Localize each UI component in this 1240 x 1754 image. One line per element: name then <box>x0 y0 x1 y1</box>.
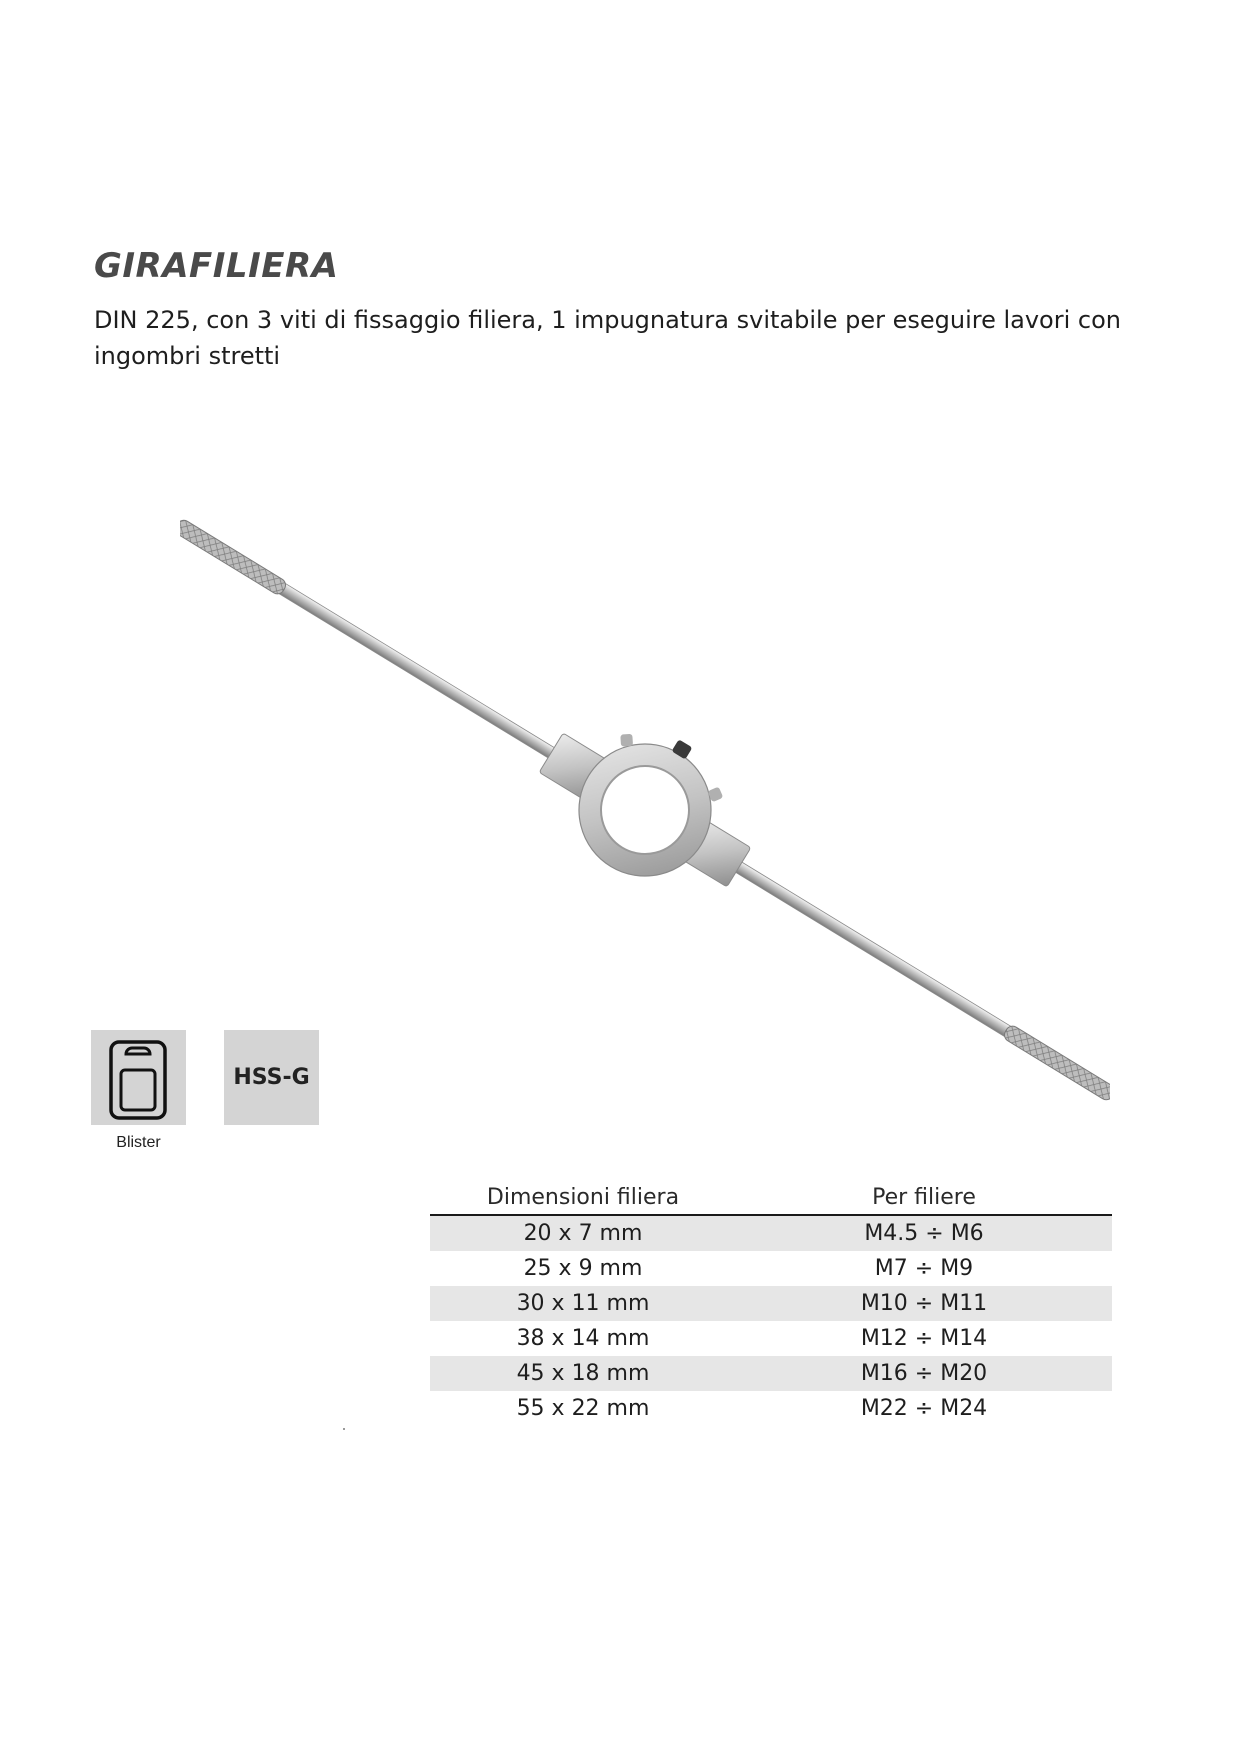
header-die-dimensions: Dimensioni filiera <box>486 1184 680 1210</box>
product-description <box>94 302 1124 374</box>
material-label: HSS-G <box>233 1065 310 1090</box>
description-line-1: DIN 225, con 3 viti di fissaggio filiera, 1 impugnatura svitabile per eseguire lavori con <box>94 306 1121 334</box>
stray-dot <box>343 1428 345 1430</box>
cell-thread-range: M12 ÷ M14 <box>860 1326 988 1351</box>
cell-thread-range: M7 ÷ M9 <box>874 1256 974 1281</box>
table-row <box>430 1216 1112 1251</box>
cell-thread-range: M4.5 ÷ M6 <box>864 1221 984 1246</box>
table-row <box>430 1356 1112 1391</box>
cell-dimension: 55 x 22 mm <box>516 1396 650 1421</box>
cell-dimension: 30 x 11 mm <box>516 1291 650 1316</box>
table-row <box>430 1391 1112 1426</box>
table-row <box>430 1321 1112 1356</box>
size-table <box>430 1180 1112 1426</box>
table-header <box>430 1180 1112 1216</box>
blister-pack-icon <box>109 1036 167 1120</box>
table-row <box>430 1251 1112 1286</box>
description-line-2: ingombri stretti <box>94 342 281 370</box>
cell-dimension: 38 x 14 mm <box>516 1326 650 1351</box>
table-row <box>430 1286 1112 1321</box>
cell-dimension: 45 x 18 mm <box>516 1361 650 1386</box>
material-badge <box>224 1030 319 1125</box>
header-for-dies: Per filiere <box>872 1184 976 1210</box>
cell-dimension: 25 x 9 mm <box>523 1256 643 1281</box>
cell-dimension: 20 x 7 mm <box>523 1221 643 1246</box>
blister-badge <box>91 1030 186 1125</box>
blister-caption: Blister <box>116 1134 161 1151</box>
die-holder-wrench-image <box>180 480 1110 1140</box>
cell-thread-range: M10 ÷ M11 <box>860 1291 988 1316</box>
cell-thread-range: M22 ÷ M24 <box>860 1396 988 1421</box>
cell-thread-range: M16 ÷ M20 <box>860 1361 988 1386</box>
product-title: GIRAFILIERA <box>94 246 339 286</box>
